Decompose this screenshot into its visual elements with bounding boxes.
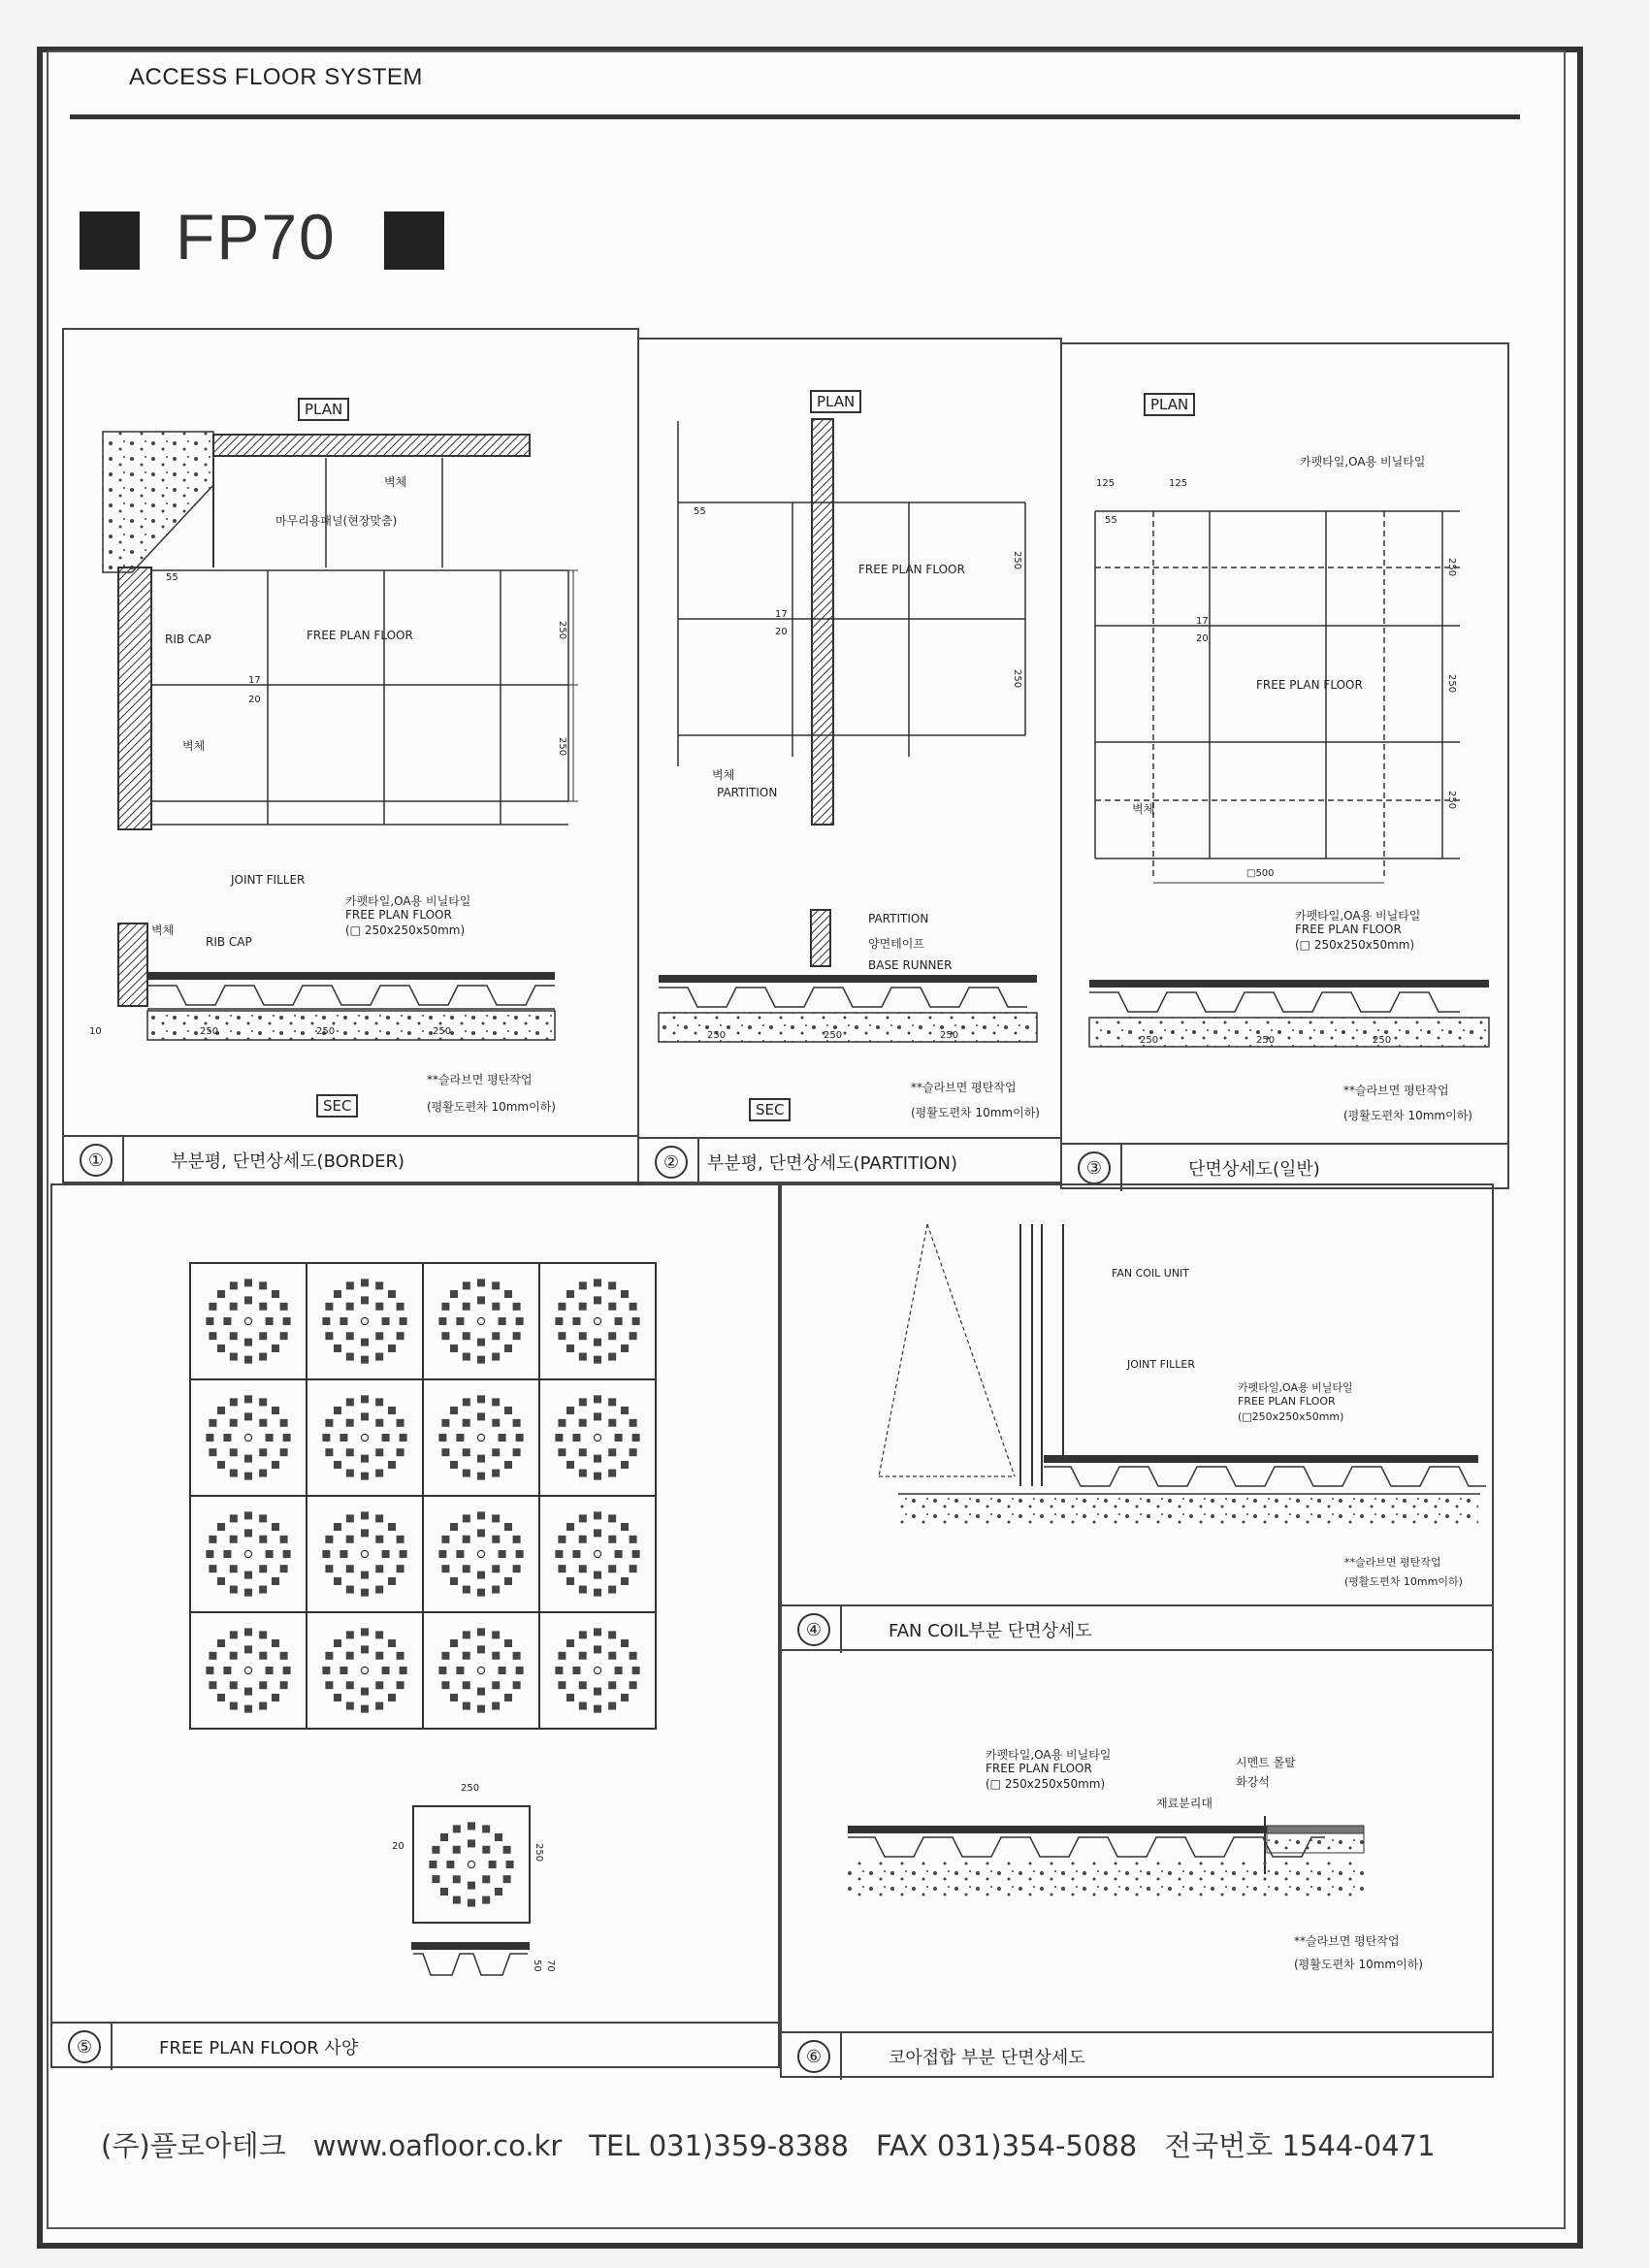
p3-wall-label: 벽체 <box>1132 802 1155 816</box>
panel-4-caption <box>782 1604 1492 1653</box>
p2-dim-250-c: 250 <box>707 1030 727 1041</box>
p2-wall-label: 벽체 <box>712 768 735 782</box>
p3-dim-20: 20 <box>1196 633 1209 644</box>
p1-dim-20: 20 <box>248 695 261 705</box>
panel-4-drawing <box>782 1185 1496 1604</box>
panel-2 <box>637 338 1062 1183</box>
p1-fpf2-label: FREE PLAN FLOOR <box>345 908 452 922</box>
footer-tel: TEL 031)359-8388 <box>589 2129 849 2162</box>
p3-dim-250-e: 250 <box>1256 1035 1276 1046</box>
p1-wall2-label: 벽체 <box>182 739 206 753</box>
p1-dim-17: 17 <box>248 675 261 686</box>
p5-dim-20: 20 <box>392 1841 404 1852</box>
p6-fpf-label: FREE PLAN FLOOR <box>986 1762 1092 1775</box>
p5-dim-50: 50 <box>532 1960 542 1972</box>
p1-wall3-label: 벽체 <box>151 923 175 937</box>
panel-2-caption <box>639 1137 1060 1185</box>
panel-5-tile-grid <box>52 1185 782 2020</box>
p1-dim-10: 10 <box>89 1026 102 1037</box>
p3-dim-500: □500 <box>1246 868 1275 879</box>
p4-fcu-label: FAN COIL UNIT <box>1112 1267 1190 1280</box>
p6-tolerance-label: (평활도편차 10mm이하) <box>1294 1958 1423 1971</box>
panel-3 <box>1060 342 1509 1189</box>
p1-dim-55: 55 <box>166 572 178 583</box>
p6-separator-label: 재료분리대 <box>1156 1797 1212 1810</box>
panel-3-caption-text: 단면상세도(일반) <box>1188 1159 1320 1180</box>
panel-5-number: ⑤ <box>68 2030 101 2063</box>
footer-national: 전국번호 1544-0471 <box>1164 2129 1436 2162</box>
p2-dim-55: 55 <box>694 506 706 517</box>
footer-company: (주)플로아테크 <box>101 2129 286 2162</box>
p1-tile-label: 카펫타일,OA용 비닐타일 <box>345 894 471 908</box>
panel-5-caption <box>52 2022 778 2070</box>
p3-fpf-label: FREE PLAN FLOOR <box>1256 678 1363 692</box>
panel-6 <box>780 1649 1494 2078</box>
p3-tile-label: 카펫타일,OA용 비닐타일 <box>1300 455 1426 469</box>
p1-fpf-label: FREE PLAN FLOOR <box>307 629 413 642</box>
panel-1-sec-tag: SEC <box>316 1094 358 1118</box>
p6-size-label: (□ 250x250x50mm) <box>986 1777 1106 1791</box>
panel-2-sec-tag: SEC <box>749 1098 791 1121</box>
header-rule <box>70 114 1520 119</box>
p2-partition-label: PARTITION <box>717 786 778 799</box>
panel-5 <box>50 1183 780 2068</box>
p1-rib-cap-label: RIB CAP <box>165 632 211 646</box>
p6-mortar-label: 시멘트 몰탈 <box>1236 1756 1296 1769</box>
panel-4-caption-text: FAN COIL부분 단면상세도 <box>889 1621 1092 1641</box>
p3-dim-125-a: 125 <box>1096 478 1116 489</box>
p1-slab-label: **슬라브면 평탄작업 <box>427 1073 533 1086</box>
p1-joint-filler-label: JOINT FILLER <box>231 873 306 887</box>
p3-dim-250-c: 250 <box>1446 791 1457 810</box>
p1-wall-label: 벽체 <box>384 475 407 489</box>
p4-tolerance-label: (평활도편차 10mm이하) <box>1344 1575 1463 1588</box>
panel-1-number: ① <box>80 1144 113 1177</box>
p2-dim-250-e: 250 <box>940 1030 959 1041</box>
p3-dim-17: 17 <box>1196 616 1209 627</box>
p4-fpf-label: FREE PLAN FLOOR <box>1238 1395 1336 1408</box>
p3-dim-250-d: 250 <box>1140 1035 1159 1046</box>
p1-tolerance-label: (평활도편차 10mm이하) <box>427 1100 556 1114</box>
p1-dim-250-a: 250 <box>557 621 567 640</box>
p1-dim-250-d: 250 <box>316 1026 336 1037</box>
panel-4-number: ④ <box>797 1613 830 1646</box>
panel-5-caption-text: FREE PLAN FLOOR 사양 <box>159 2038 359 2058</box>
p3-dim-250-b: 250 <box>1446 674 1457 694</box>
panel-1-caption <box>64 1135 637 1183</box>
p6-granite-label: 화강석 <box>1236 1775 1270 1789</box>
title-square-right <box>384 211 444 270</box>
panel-2-drawing <box>639 340 1064 1137</box>
p1-dim-250-e: 250 <box>433 1026 452 1037</box>
p2-dim-250-a: 250 <box>1012 551 1022 570</box>
p2-base-runner-label: BASE RUNNER <box>868 958 953 972</box>
title-square-left <box>80 211 140 270</box>
p3-tile2-label: 카펫타일,OA용 비닐타일 <box>1295 909 1421 923</box>
p2-fpf-label: FREE PLAN FLOOR <box>858 563 965 576</box>
panel-2-plan-tag: PLAN <box>810 390 861 413</box>
panel-2-caption-text: 부분평, 단면상세도(PARTITION) <box>707 1153 958 1174</box>
panel-3-plan-tag: PLAN <box>1144 393 1195 416</box>
p4-tile-label: 카펫타일,OA용 비닐타일 <box>1238 1381 1353 1394</box>
p2-dim-250-d: 250 <box>824 1030 843 1041</box>
p6-slab-label: **슬라브면 평탄작업 <box>1294 1934 1400 1948</box>
page-title: FP70 <box>176 201 337 273</box>
panel-1-caption-text: 부분평, 단면상세도(BORDER) <box>171 1151 405 1172</box>
panel-3-number: ③ <box>1078 1151 1111 1184</box>
tile-profile-ribs <box>413 1954 528 1975</box>
p3-size-label: (□ 250x250x50mm) <box>1295 938 1415 952</box>
panel-6-number: ⑥ <box>797 2040 830 2073</box>
footer-web[interactable]: www.oafloor.co.kr <box>312 2129 563 2162</box>
p2-tolerance-label: (평활도편차 10mm이하) <box>911 1106 1040 1119</box>
p2-dim-20: 20 <box>775 627 788 637</box>
p1-rib-cap2-label: RIB CAP <box>206 935 252 949</box>
panel-1 <box>62 328 639 1183</box>
p3-dim-250-a: 250 <box>1446 558 1457 577</box>
p3-fpf2-label: FREE PLAN FLOOR <box>1295 923 1402 936</box>
p3-slab-label: **슬라브면 평탄작업 <box>1343 1084 1449 1097</box>
panel-6-caption <box>782 2031 1492 2080</box>
footer-fax: FAX 031)354-5088 <box>876 2129 1138 2162</box>
p3-dim-125-b: 125 <box>1169 478 1188 489</box>
panel-6-caption-text: 코아접합 부분 단면상세도 <box>889 2048 1085 2068</box>
panel-4 <box>780 1183 1494 1651</box>
p2-dim-250-b: 250 <box>1012 669 1022 689</box>
p1-dim-250-c: 250 <box>200 1026 219 1037</box>
p5-dim-70: 70 <box>545 1960 556 1972</box>
p3-dim-250-f: 250 <box>1373 1035 1392 1046</box>
panel-3-drawing <box>1062 344 1511 1143</box>
p1-finish-panel-label: 마무리용패널(현장맞춤) <box>275 514 398 528</box>
p2-slab-label: **슬라브면 평탄작업 <box>911 1081 1017 1094</box>
p4-slab-label: **슬라브면 평탄작업 <box>1344 1556 1441 1569</box>
panel-1-drawing <box>64 330 641 1135</box>
footer <box>101 2124 1463 2164</box>
p1-size-label: (□ 250x250x50mm) <box>345 923 466 937</box>
p2-tape-label: 양면테이프 <box>868 937 924 951</box>
panel-2-number: ② <box>655 1146 688 1179</box>
p4-size-label: (□250x250x50mm) <box>1238 1410 1344 1423</box>
p3-tolerance-label: (평활도편차 10mm이하) <box>1343 1109 1472 1122</box>
p1-dim-250-b: 250 <box>557 737 567 757</box>
tile-profile-top <box>411 1942 530 1950</box>
system-name: ACCESS FLOOR SYSTEM <box>129 64 423 90</box>
p6-tile-label: 카펫타일,OA용 비닐타일 <box>986 1748 1112 1762</box>
p5-dim-250-a: 250 <box>461 1783 480 1794</box>
p2-partition2-label: PARTITION <box>868 912 929 925</box>
p2-dim-17: 17 <box>775 609 788 620</box>
panel-6-drawing <box>782 1651 1496 2031</box>
p3-dim-55: 55 <box>1105 515 1117 526</box>
p5-dim-250-b: 250 <box>534 1843 544 1863</box>
p4-joint-filler-label: JOINT FILLER <box>1127 1358 1196 1371</box>
panel-1-plan-tag: PLAN <box>298 398 349 421</box>
